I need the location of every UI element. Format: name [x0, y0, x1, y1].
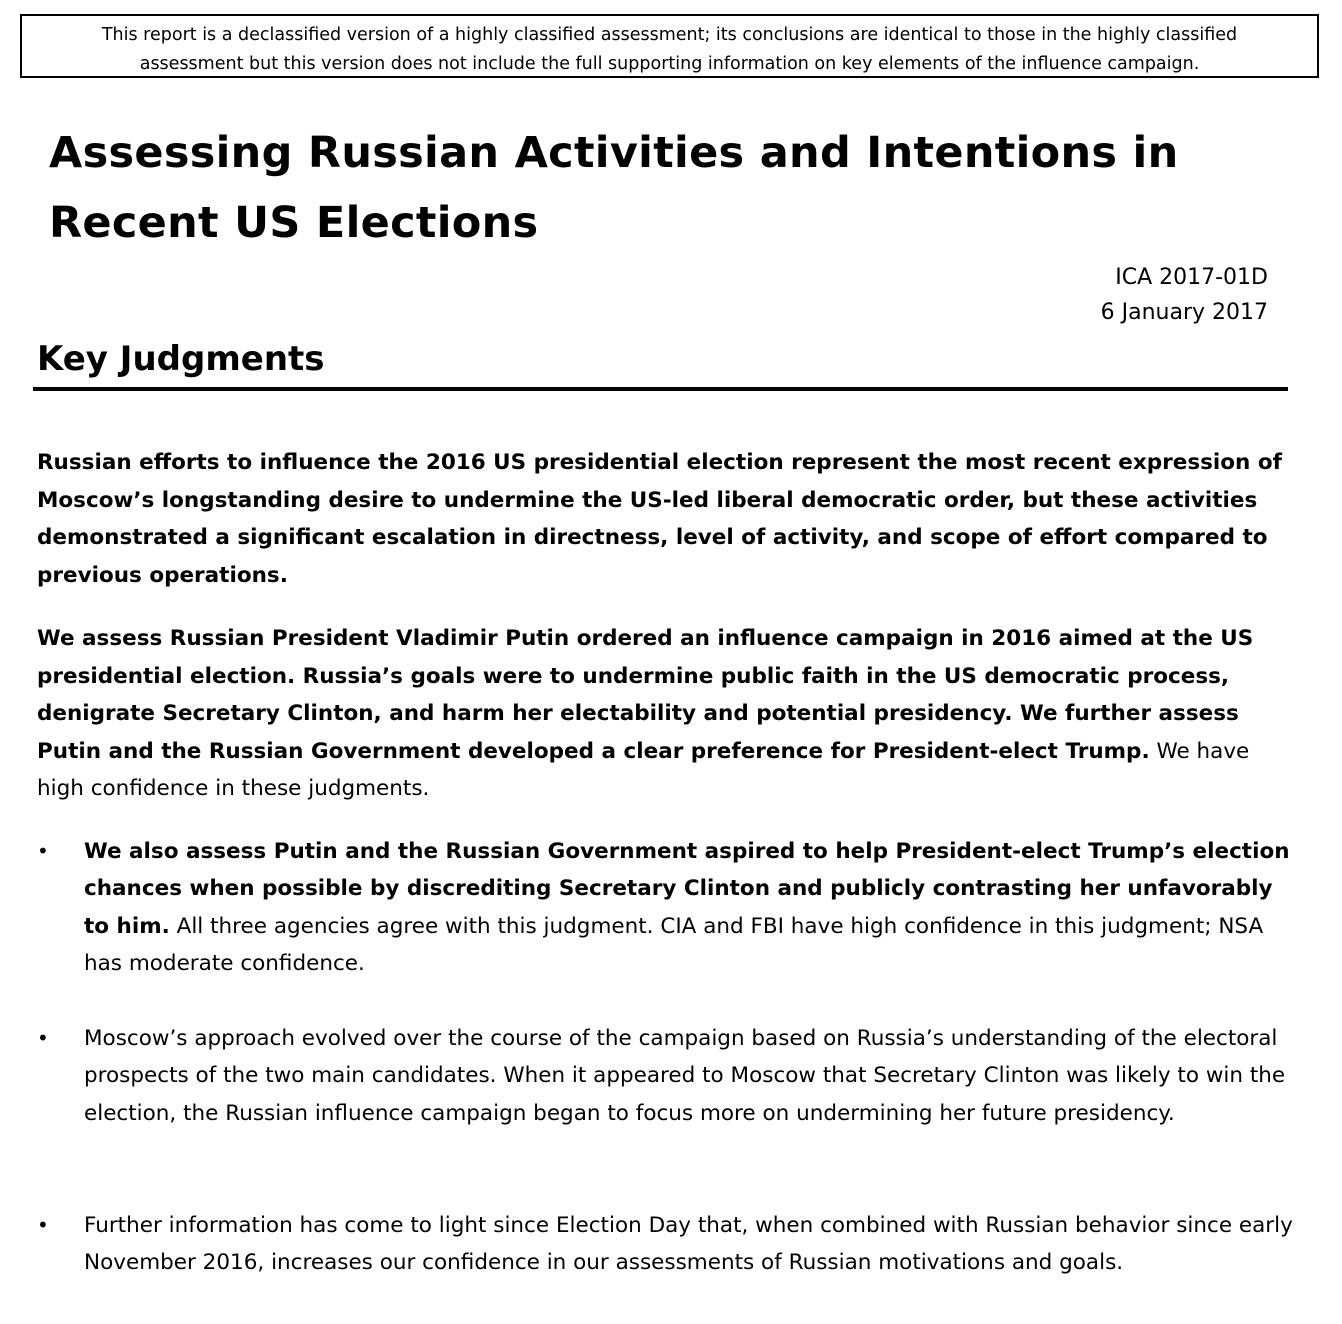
bullet-bold-text: We also assess Putin and the Russian Government aspired to help President-elect Trump’s election chances when possible by discrediting Secretary Clinton and publicly contrasting her unfavorably to him.	[84, 839, 1290, 939]
bullet-text	[84, 833, 1299, 983]
bullet-item	[37, 833, 1299, 983]
judgment-paragraph-bold: We assess Russian President Vladimir Putin ordered an influence campaign in 2016 aimed at the US presidential election. Russia’s goals were to undermine public faith in the US democratic process, denigrate Secretary Clinton, and harm her electability and potential presidency. We further assess Putin and the Russian Government developed a clear preference for President-elect Trump.	[37, 626, 1254, 764]
section-heading: Key Judgments	[37, 339, 325, 379]
judgment-paragraph-text: We have high confidence in these judgments.	[37, 738, 1250, 802]
declassification-notice	[20, 14, 1319, 78]
bullet-normal-text: Moscow’s approach evolved over the course of the campaign based on Russia’s understanding of the electoral prospects of the two main candidates. When it appeared to Moscow that Secretary Clinton was likely to win the election, the Russian influence campaign began to focus more on undermining her future presidency.	[84, 1026, 1286, 1126]
bullet-item	[37, 1020, 1299, 1132]
section-divider	[33, 387, 1288, 391]
judgment-paragraph	[37, 620, 1299, 808]
bullet-icon: •	[37, 1026, 49, 1050]
judgment-paragraph-bold: Russian efforts to influence the 2016 US presidential election represent the most recent expression of Moscow’s longstanding desire to undermine the US-led liberal democratic order, but these activities demonstrated a significant escalation in directness, level of activity, and scope of effort compared to previous operations.	[37, 450, 1282, 588]
declassification-notice-text: This report is a declassified version of a highly classified assessment; its conclusions are identical to those in the highly classified assessment but this version does not include the full supporting information on key elements of the influence campaign.	[101, 25, 1238, 74]
bullet-icon: •	[37, 839, 49, 863]
bullet-item	[37, 1207, 1299, 1282]
bullet-normal-text: All three agencies agree with this judgment. CIA and FBI have high confidence in this judgment; NSA has moderate confidence.	[84, 913, 1264, 977]
report-meta	[1101, 260, 1268, 330]
report-id: ICA 2017-01D	[1115, 265, 1268, 290]
bullet-normal-text: Further information has come to light since Election Day that, when combined with Russian behavior since early November 2016, increases our confidence in our assessments of Russian motivations and goals.	[84, 1213, 1293, 1276]
report-title: Assessing Russian Activities and Intentions in Recent US Elections	[49, 128, 1179, 248]
judgment-paragraph	[37, 444, 1299, 594]
bullet-text	[84, 1207, 1299, 1282]
bullet-text	[84, 1020, 1299, 1132]
bullet-icon: •	[37, 1213, 49, 1237]
report-date: 6 January 2017	[1100, 300, 1268, 325]
